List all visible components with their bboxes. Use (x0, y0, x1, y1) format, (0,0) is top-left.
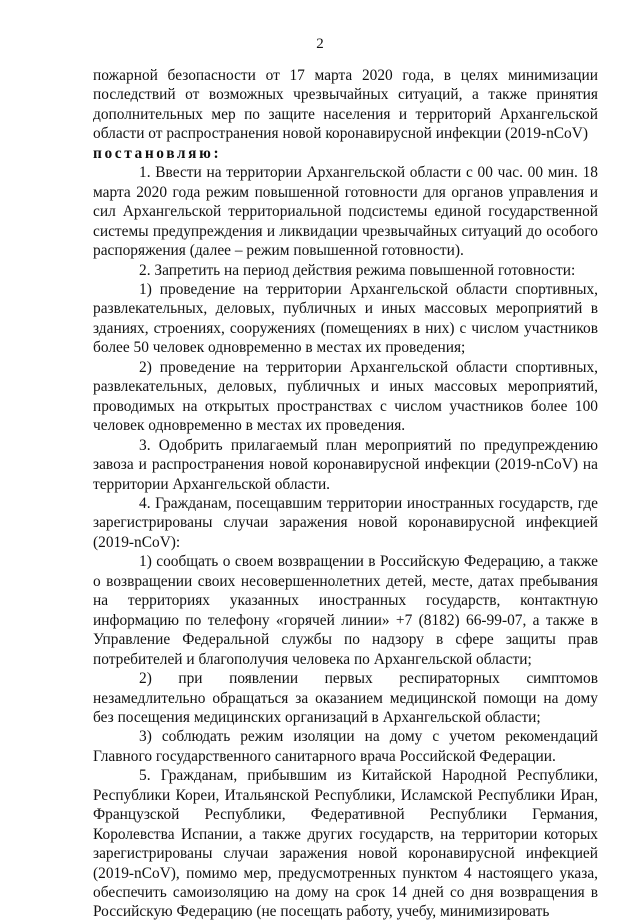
paragraph-item-1: 1. Ввести на территории Архангельской области с 00 час. 00 мин. 18 марта 2020 года режим повышенной готовности для органов управления и сил Архангельской территориальной подсистемы единой государственной системы предупреждения и ликвидации чрезвычайных ситуаций до особого распоряжения (далее – режим повышенной готовности). (93, 164, 598, 260)
paragraph-item-4: 4. Гражданам, посещавшим территории иностранных государств, где зарегистрированы случаи заражения новой коронавирусной инфекцией (2019-nCoV): (93, 494, 598, 551)
paragraph-intro: пожарной безопасности от 17 марта 2020 года, в целях минимизации последствий от возможных чрезвычайных ситуаций, а также принятия дополнительных мер по защите населения и территорий Архангельской области от распространения новой коронавирусной инфекции (2019-nCoV) (93, 67, 598, 143)
paragraph-item-2: 2. Запретить на период действия режима повышенной готовности: (139, 261, 576, 279)
page-number: 2 (316, 36, 324, 52)
paragraph-item-2-2: 2) проведение на территории Архангельской области спортивных, развлекательных, деловых, публичных и иных массовых мероприятий, проводимых на открытых пространствах с числом участников более 100 человек одновременно в местах их проведения. (93, 358, 598, 435)
paragraph-item-2-1: 1) проведение на территории Архангельской области спортивных, развлекательных, деловых, публичных и иных массовых мероприятий в зданиях, строениях, сооружениях (помещениях в них) с числом участников более 50 человек одновременно в местах их проведения; (93, 280, 598, 357)
decree-word: постановляю: (93, 144, 222, 162)
paragraph-item-4-3: 3) соблюдать режим изоляции на дому с учетом рекомендаций Главного государственного санитарного врача Российской Федерации. (93, 728, 598, 765)
paragraph-item-5: 5. Гражданам, прибывшим из Китайской Народной Республики, Республики Кореи, Итальянской Республики, Исламской Республики Иран, Французской Республики, Федеративной Республики Германия, Королевства Испании, а также других государств, на территории которых зарегистрированы случаи заражения новой коронавирусной инфекцией (2019-nCoV), помимо мер, предусмотренных пунктом 4 настоящего указа, обеспечить самоизоляцию на дому на срок 14 дней со дня возвращения в Российскую Федерацию (не посещать работу, учебу, минимизировать (93, 767, 598, 921)
document-body (93, 66, 598, 922)
paragraph-item-4-2: 2) при появлении первых респираторных симптомов незамедлительно обращаться за оказанием медицинской помощи на дому без посещения медицинских организаций в Архангельской области; (93, 670, 598, 726)
paragraph-item-3: 3. Одобрить прилагаемый план мероприятий по предупреждению завоза и распространения новой коронавирусной инфекции (2019-nCoV) на территории Архангельской области. (93, 436, 598, 493)
paragraph-item-4-1: 1) сообщать о своем возвращении в Российскую Федерацию, а также о возвращении своих несовершеннолетних детей, месте, датах пребывания на территориях указанных иностранных государств, контактную информацию по телефону «горячей линии» +7 (8182) 66-99-07, а также в Управление Федеральной службы по надзору в сфере защиты прав потребителей и благополучия человека по Архангельской области; (93, 553, 598, 668)
